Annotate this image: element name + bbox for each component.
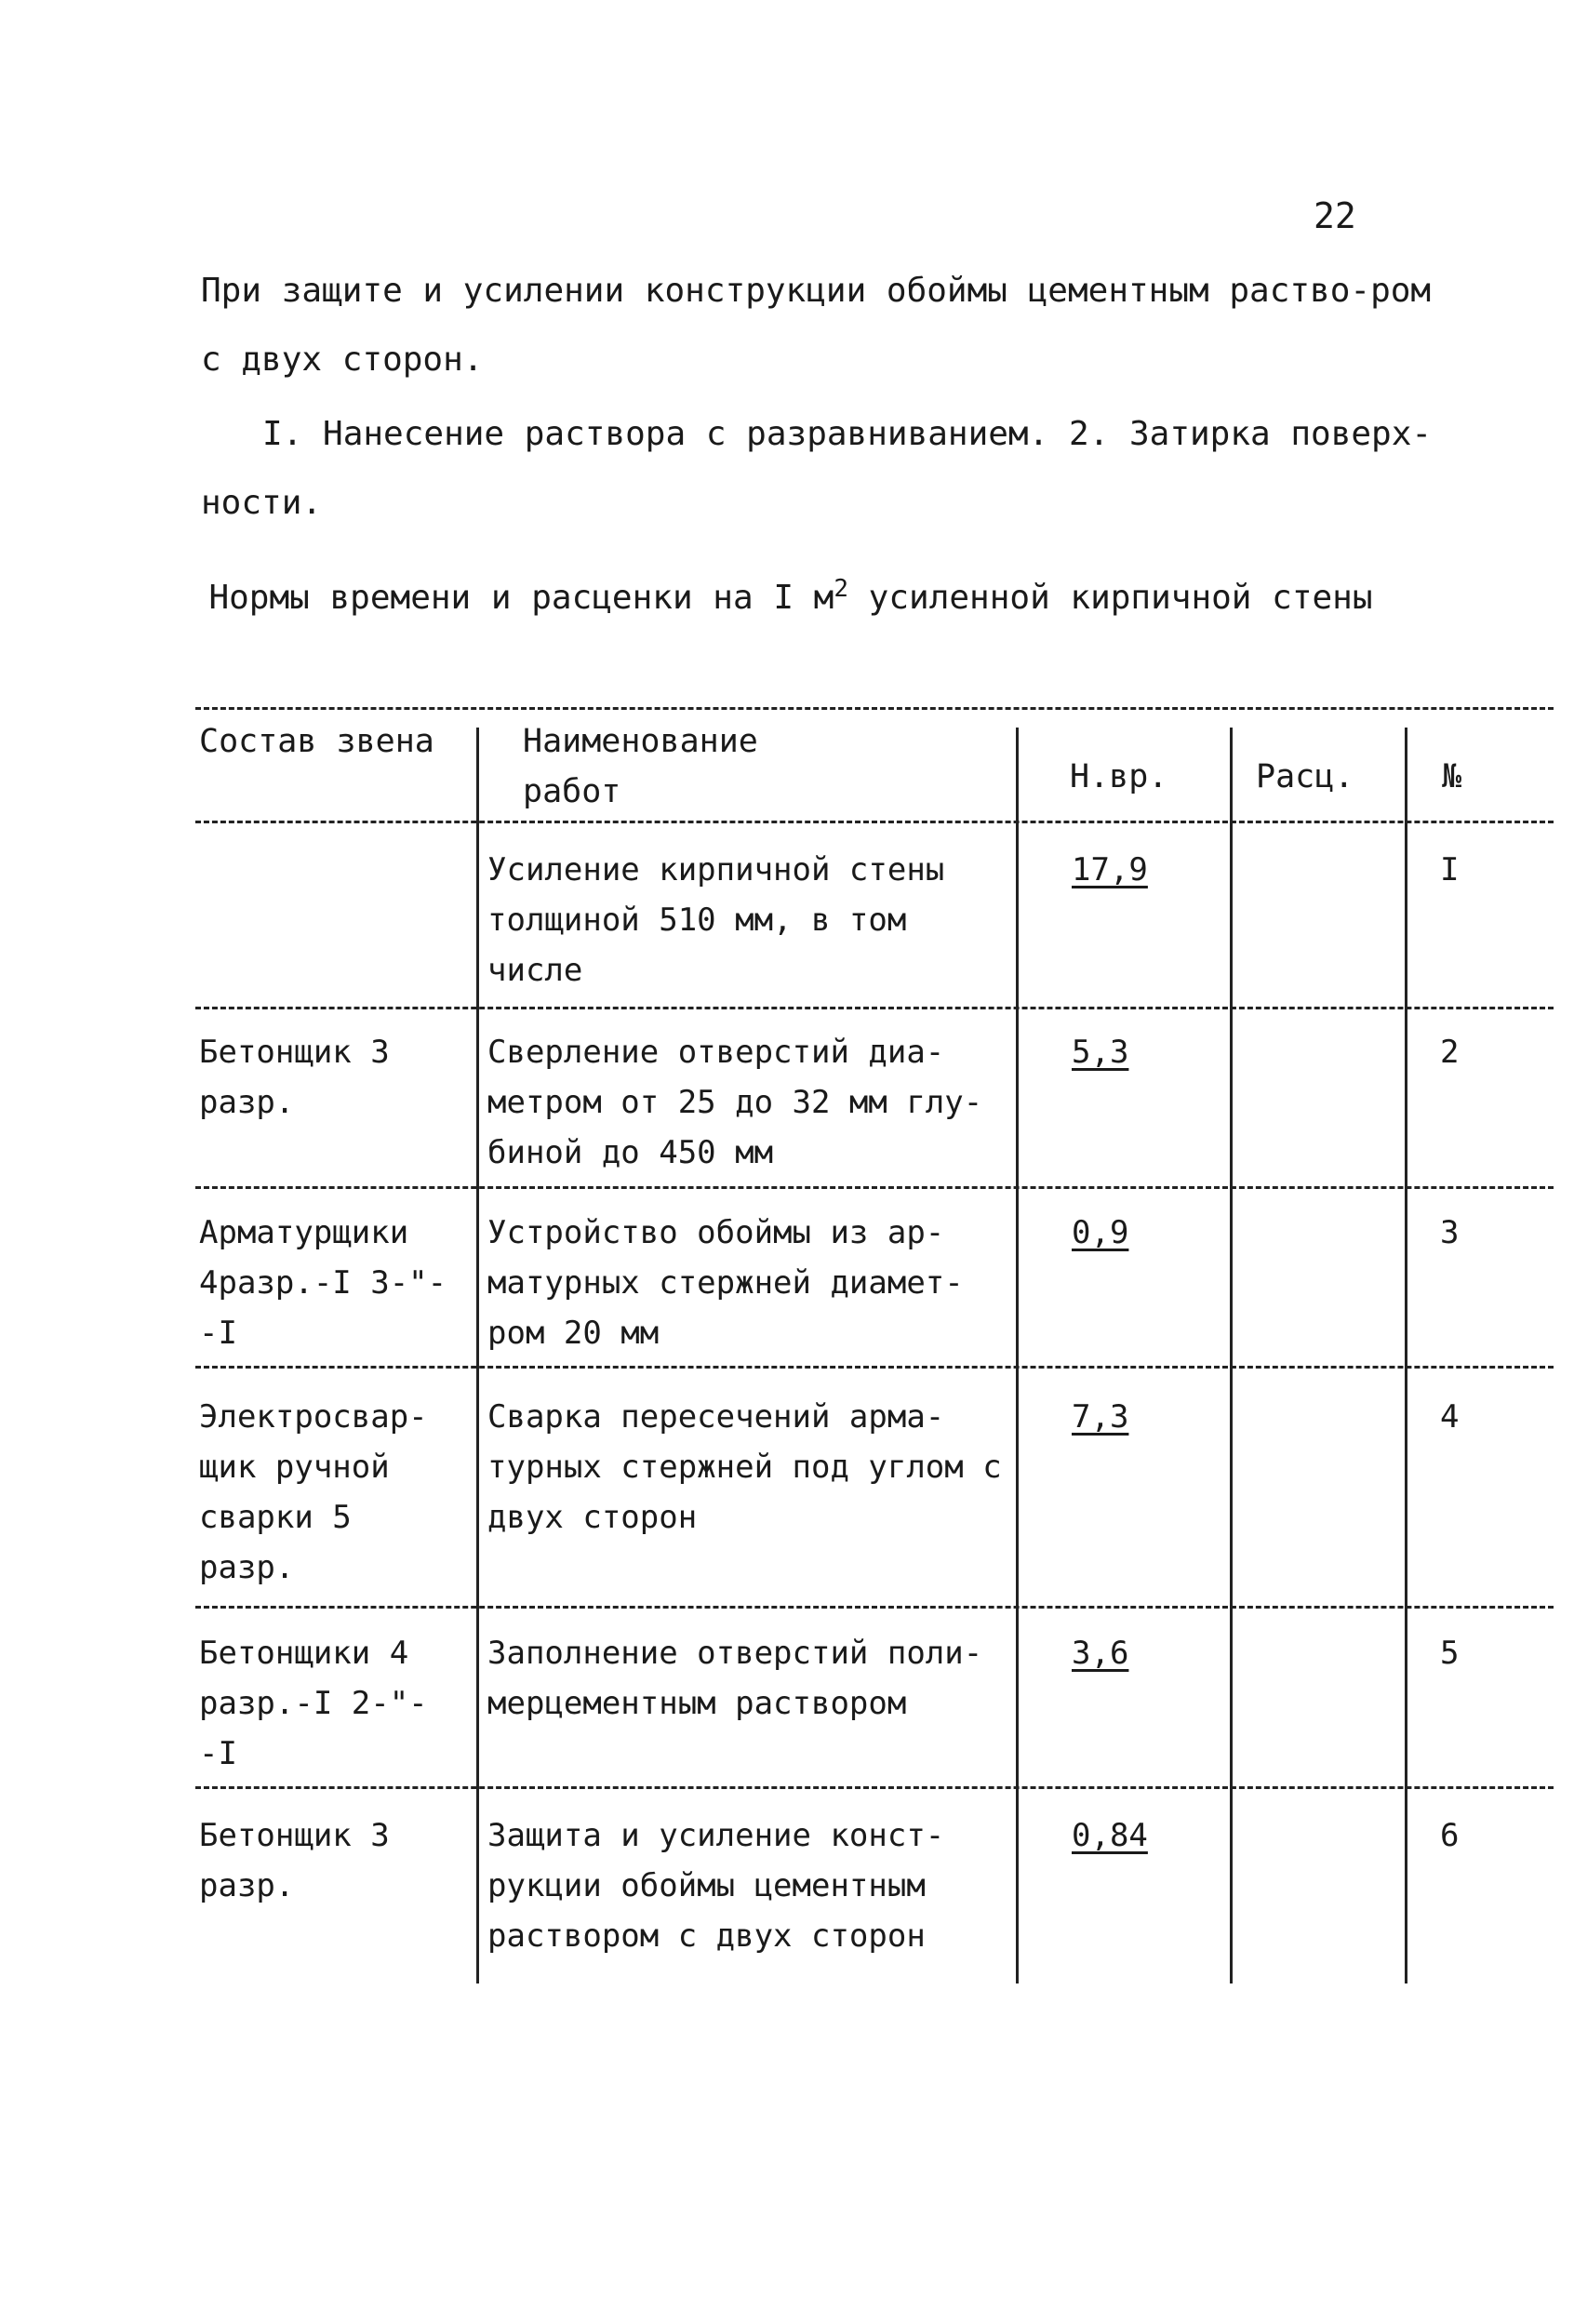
table-column-rule bbox=[1230, 728, 1233, 1983]
row-3-crew: Арматурщики 4разр.-I 3-"- -I bbox=[199, 1214, 447, 1352]
row-1-norm: 17,9 bbox=[1072, 851, 1148, 888]
table-rule bbox=[195, 1786, 1554, 1789]
row-4-norm: 7,3 bbox=[1072, 1398, 1129, 1436]
row-5-crew: Бетонщики 4 разр.-I 2-"- -I bbox=[199, 1635, 428, 1772]
table-rule bbox=[195, 1606, 1554, 1609]
caption-text-before: Нормы времени и расценки на I м bbox=[208, 579, 834, 617]
page-number: 22 bbox=[1314, 195, 1356, 236]
row-1-no: I bbox=[1440, 851, 1460, 888]
caption-superscript: 2 bbox=[834, 575, 848, 603]
norms-table bbox=[195, 707, 1554, 2010]
table-rule bbox=[195, 1007, 1554, 1009]
header-rate: Расц. bbox=[1256, 758, 1354, 795]
table-rule bbox=[195, 1366, 1554, 1369]
row-6-work: Защита и усиление конст-рукции обоймы цементным раствором с двух сторон bbox=[487, 1817, 945, 1955]
table-rule-top bbox=[195, 707, 1554, 710]
row-6-norm: 0,84 bbox=[1072, 1817, 1148, 1854]
row-6-crew: Бетонщик 3 разр. bbox=[199, 1817, 390, 1904]
row-2-work: Сверление отверстий диа-метром от 25 до 32 мм глу-биной до 450 мм bbox=[487, 1034, 983, 1171]
row-4-no: 4 bbox=[1440, 1398, 1460, 1436]
header-work: Наименование работ bbox=[523, 723, 758, 810]
row-4-crew: Электросвар-щик ручной сварки 5 разр. bbox=[199, 1398, 428, 1586]
row-4-work: Сварка пересечений арма-турных стержней под углом с двух сторон bbox=[487, 1398, 1002, 1536]
table-column-rule bbox=[1016, 728, 1019, 1983]
row-2-norm: 5,3 bbox=[1072, 1034, 1129, 1071]
header-crew: Состав звена bbox=[199, 723, 434, 760]
table-rule bbox=[195, 1186, 1554, 1189]
intro-paragraph-1: При защите и усилении конструкции обоймы цементным раство-ром с двух сторон. bbox=[201, 272, 1432, 379]
header-no: № bbox=[1442, 758, 1462, 795]
row-3-norm: 0,9 bbox=[1072, 1214, 1129, 1251]
intro-paragraph-2: I. Нанесение раствора с разравниванием. 2. Затирка поверх-ности. bbox=[201, 415, 1433, 522]
row-2-no: 2 bbox=[1440, 1034, 1460, 1071]
header-norm: Н.вр. bbox=[1070, 758, 1168, 795]
row-3-no: 3 bbox=[1440, 1214, 1460, 1251]
row-5-no: 5 bbox=[1440, 1635, 1460, 1672]
table-rule-header bbox=[195, 821, 1554, 823]
row-5-work: Заполнение отверстий поли-мерцементным раствором bbox=[487, 1635, 983, 1722]
table-column-rule bbox=[1405, 728, 1407, 1983]
row-2-crew: Бетонщик 3 разр. bbox=[199, 1034, 390, 1121]
row-3-work: Устройство обоймы из ар-матурных стержней диамет-ром 20 мм bbox=[487, 1214, 964, 1352]
table-column-rule bbox=[476, 728, 479, 1983]
table-caption bbox=[186, 551, 1395, 636]
row-6-no: 6 bbox=[1440, 1817, 1460, 1854]
row-1-work: Усиление кирпичной стены толщиной 510 мм, в том числе bbox=[487, 851, 945, 989]
caption-text-after: усиленной кирпичной стены bbox=[848, 579, 1373, 617]
row-5-norm: 3,6 bbox=[1072, 1635, 1129, 1672]
